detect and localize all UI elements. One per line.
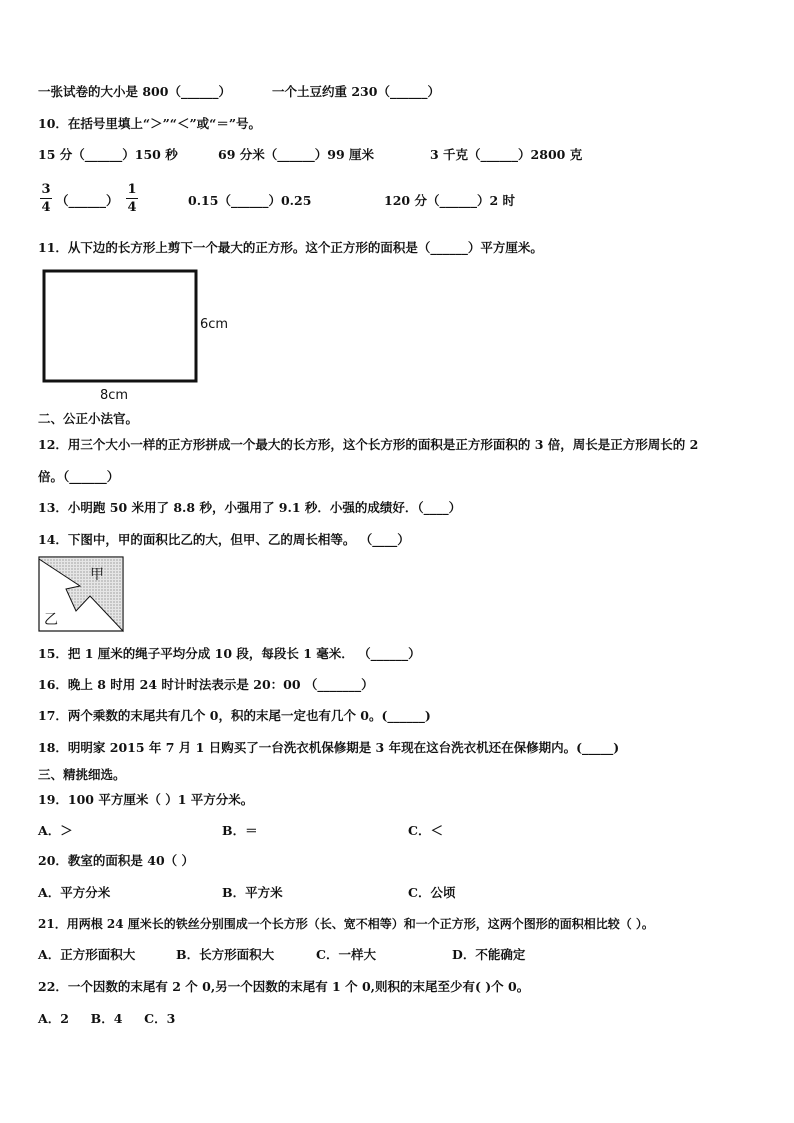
line-1b: 一个土豆约重 230（______）: [272, 84, 440, 99]
question-21-option-d: D．不能确定: [452, 947, 526, 962]
fraction-bar: [40, 198, 52, 199]
question-19: 19．100 平方厘米（ ）1 平方分米。: [38, 792, 254, 807]
line-1a: 一张试卷的大小是 800（______）: [38, 84, 231, 99]
fraction-three-quarters: [40, 182, 52, 215]
fraction-numerator: 1: [127, 182, 137, 197]
fraction-denominator: 4: [41, 200, 51, 215]
jia-yi-figure: [38, 556, 126, 634]
question-10a: 15 分（______）150 秒: [38, 147, 178, 162]
question-21-option-c: C．一样大: [316, 947, 376, 962]
question-10g: 120 分（______）2 时: [384, 193, 515, 208]
question-10: 10．在括号里填上“＞”“＜”或“＝”号。: [38, 116, 262, 131]
label-yi: 乙: [44, 612, 58, 628]
question-12-line1: 12．用三个大小一样的正方形拼成一个最大的长方形，这个长方形的面积是正方形面积的 3 倍，周长是正方形周长的 2: [38, 437, 699, 452]
question-16: 16．晚上 8 时用 24 时计时法表示是 20：00 （_______）: [38, 677, 374, 692]
question-20-option-c: C．公顷: [408, 885, 456, 900]
question-10e: （______）: [56, 193, 119, 208]
question-18: 18．明明家 2015 年 7 月 1 日购买了一台洗衣机保修期是 3 年现在这台洗衣机还在保修期内。(_____): [38, 740, 620, 755]
question-13: 13．小明跑 50 米用了 8.8 秒，小强用了 9.1 秒．小强的成绩好．（____）: [38, 500, 462, 515]
label-jia: 甲: [90, 567, 104, 583]
question-20: 20．教室的面积是 40（ ）: [38, 853, 194, 868]
fraction-bar: [126, 198, 138, 199]
question-10f: 0.15（______）0.25: [188, 193, 312, 208]
question-19-option-c: C．＜: [408, 823, 443, 838]
rectangle-figure: [38, 265, 248, 405]
fraction-one-quarter: [126, 182, 138, 215]
question-10b: 69 分米（______）99 厘米: [218, 147, 374, 162]
question-19-option-a: A．＞: [38, 823, 73, 838]
question-14: 14．下图中，甲的面积比乙的大，但甲、乙的周长相等。 （____）: [38, 532, 410, 547]
rectangle-shape: [44, 271, 196, 381]
question-10c: 3 千克（______）2800 克: [430, 147, 583, 162]
question-21-option-b: B．长方形面积大: [176, 947, 275, 962]
section-3-heading: 三、精挑细选。: [38, 767, 126, 782]
question-20-option-b: B．平方米: [222, 885, 283, 900]
height-label: 6cm: [200, 317, 229, 332]
question-19-option-b: B．＝: [222, 823, 258, 838]
question-21: 21．用两根 24 厘米长的铁丝分别围成一个长方形（长、宽不相等）和一个正方形，这两个图形的面积相比较（ ）。: [38, 917, 654, 931]
section-2-heading: 二、公正小法官。: [38, 411, 139, 426]
question-15: 15．把 1 厘米的绳子平均分成 10 段，每段长 1 毫米． （______）: [38, 646, 421, 661]
question-20-option-a: A．平方分米: [38, 885, 111, 900]
question-22: 22．一个因数的末尾有 2 个 0,另一个因数的末尾有 1 个 0,则积的末尾至少有( )个 0。: [38, 979, 530, 994]
question-11: 11．从下边的长方形上剪下一个最大的正方形。这个正方形的面积是（______）平方厘米。: [38, 240, 543, 255]
question-21-option-a: A．正方形面积大: [38, 947, 136, 962]
fraction-numerator: 3: [41, 182, 51, 197]
question-22-options: A．2 B．4 C．3: [38, 1011, 176, 1026]
width-label: 8cm: [100, 388, 129, 403]
question-12-line2: 倍。（______）: [38, 469, 120, 484]
question-17: 17．两个乘数的末尾共有几个 0，积的末尾一定也有几个 0。(______): [38, 708, 431, 723]
fraction-denominator: 4: [127, 200, 137, 215]
